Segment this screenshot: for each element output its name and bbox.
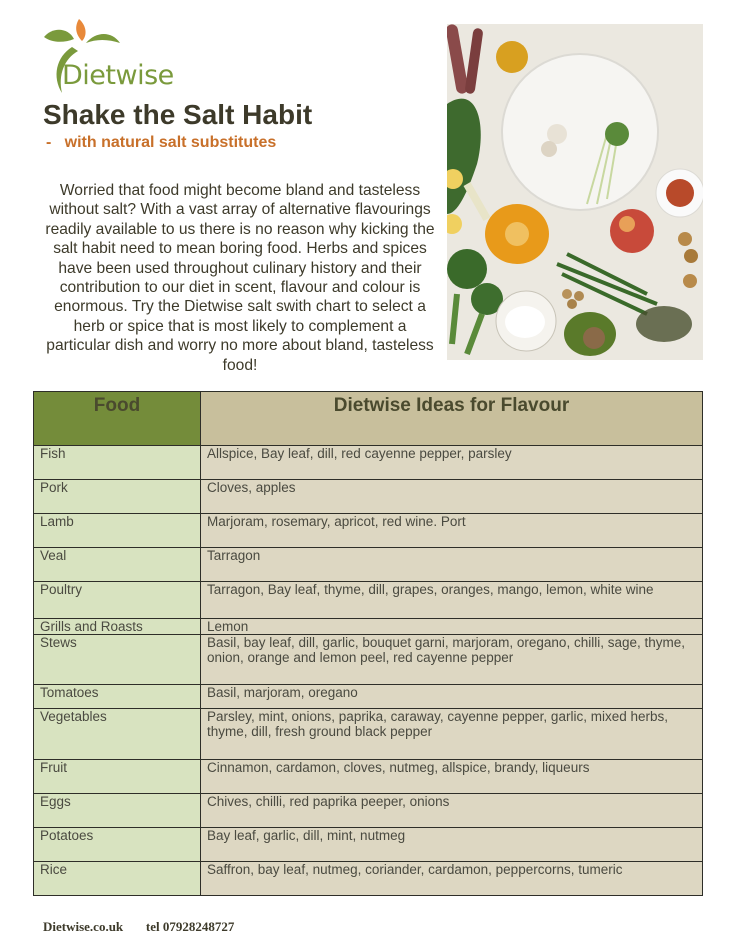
ideas-cell: Cloves, apples	[201, 480, 703, 514]
food-cell: Eggs	[34, 794, 201, 828]
ideas-cell: Chives, chilli, red paprika peeper, onions	[201, 794, 703, 828]
table-row	[34, 548, 703, 582]
ideas-cell: Tarragon, Bay leaf, thyme, dill, grapes, oranges, mango, lemon, white wine	[201, 582, 703, 619]
table-row	[34, 514, 703, 548]
table-row	[34, 794, 703, 828]
food-cell: Veal	[34, 548, 201, 582]
page-title: Shake the Salt Habit	[43, 99, 313, 130]
salt-swap-table	[33, 391, 703, 896]
table-row	[34, 760, 703, 794]
table-header-row	[34, 392, 703, 446]
ideas-cell: Tarragon	[201, 548, 703, 582]
food-cell: Lamb	[34, 514, 201, 548]
food-cell: Pork	[34, 480, 201, 514]
food-cell: Grills and Roasts	[34, 619, 201, 635]
table-row	[34, 635, 703, 685]
logo-text: Dietwise	[62, 60, 174, 91]
footer-website: Dietwise.co.uk	[43, 919, 124, 934]
ideas-cell: Cinnamon, cardamon, cloves, nutmeg, allspice, brandy, liqueurs	[201, 760, 703, 794]
footer	[43, 919, 234, 935]
ideas-cell: Lemon	[201, 619, 703, 635]
table-row	[34, 480, 703, 514]
food-cell: Potatoes	[34, 828, 201, 862]
ideas-cell: Saffron, bay leaf, nutmeg, coriander, cardamon, peppercorns, tumeric	[201, 862, 703, 896]
ideas-cell: Allspice, Bay leaf, dill, red cayenne pepper, parsley	[201, 446, 703, 480]
food-cell: Fruit	[34, 760, 201, 794]
ideas-cell: Marjoram, rosemary, apricot, red wine. Port	[201, 514, 703, 548]
dietwise-logo	[42, 17, 172, 99]
table-row	[34, 862, 703, 896]
table-row	[34, 582, 703, 619]
ideas-cell: Bay leaf, garlic, dill, mint, nutmeg	[201, 828, 703, 862]
table-row	[34, 685, 703, 709]
table-row	[34, 709, 703, 760]
food-cell: Rice	[34, 862, 201, 896]
table-row	[34, 619, 703, 635]
food-photo	[447, 24, 703, 360]
food-cell: Fish	[34, 446, 201, 480]
page-subtitle: - with natural salt substitutes	[46, 134, 277, 151]
intro-paragraph: Worried that food might become bland and tasteless without salt? With a vast array of alternative flavourings readily available to us there is no reason why kicking the salt habit need to mean boring food. Herbs and spices have been used throughout culinary history and their contribution to our diet in scent, flavour and colour is enormous. Try the Dietwise salt swith chart to select a herb or spice that is most likely to complement a particular dish and worry no more about bland, tasteless food!	[45, 182, 435, 374]
table-row	[34, 446, 703, 480]
food-cell: Poultry	[34, 582, 201, 619]
table-row	[34, 828, 703, 862]
ideas-cell: Parsley, mint, onions, paprika, caraway, cayenne pepper, garlic, mixed herbs, thyme, dill, fresh ground black pepper	[201, 709, 703, 760]
food-cell: Tomatoes	[34, 685, 201, 709]
header-ideas: Dietwise Ideas for Flavour	[201, 392, 703, 446]
ideas-cell: Basil, marjoram, oregano	[201, 685, 703, 709]
footer-phone: tel 07928248727	[145, 919, 235, 934]
food-cell: Stews	[34, 635, 201, 685]
ideas-cell: Basil, bay leaf, dill, garlic, bouquet garni, marjoram, oregano, chilli, sage, thyme, onion, orange and lemon peel, red cayenne pepper	[201, 635, 703, 685]
food-cell: Vegetables	[34, 709, 201, 760]
header-food: Food	[34, 392, 201, 446]
